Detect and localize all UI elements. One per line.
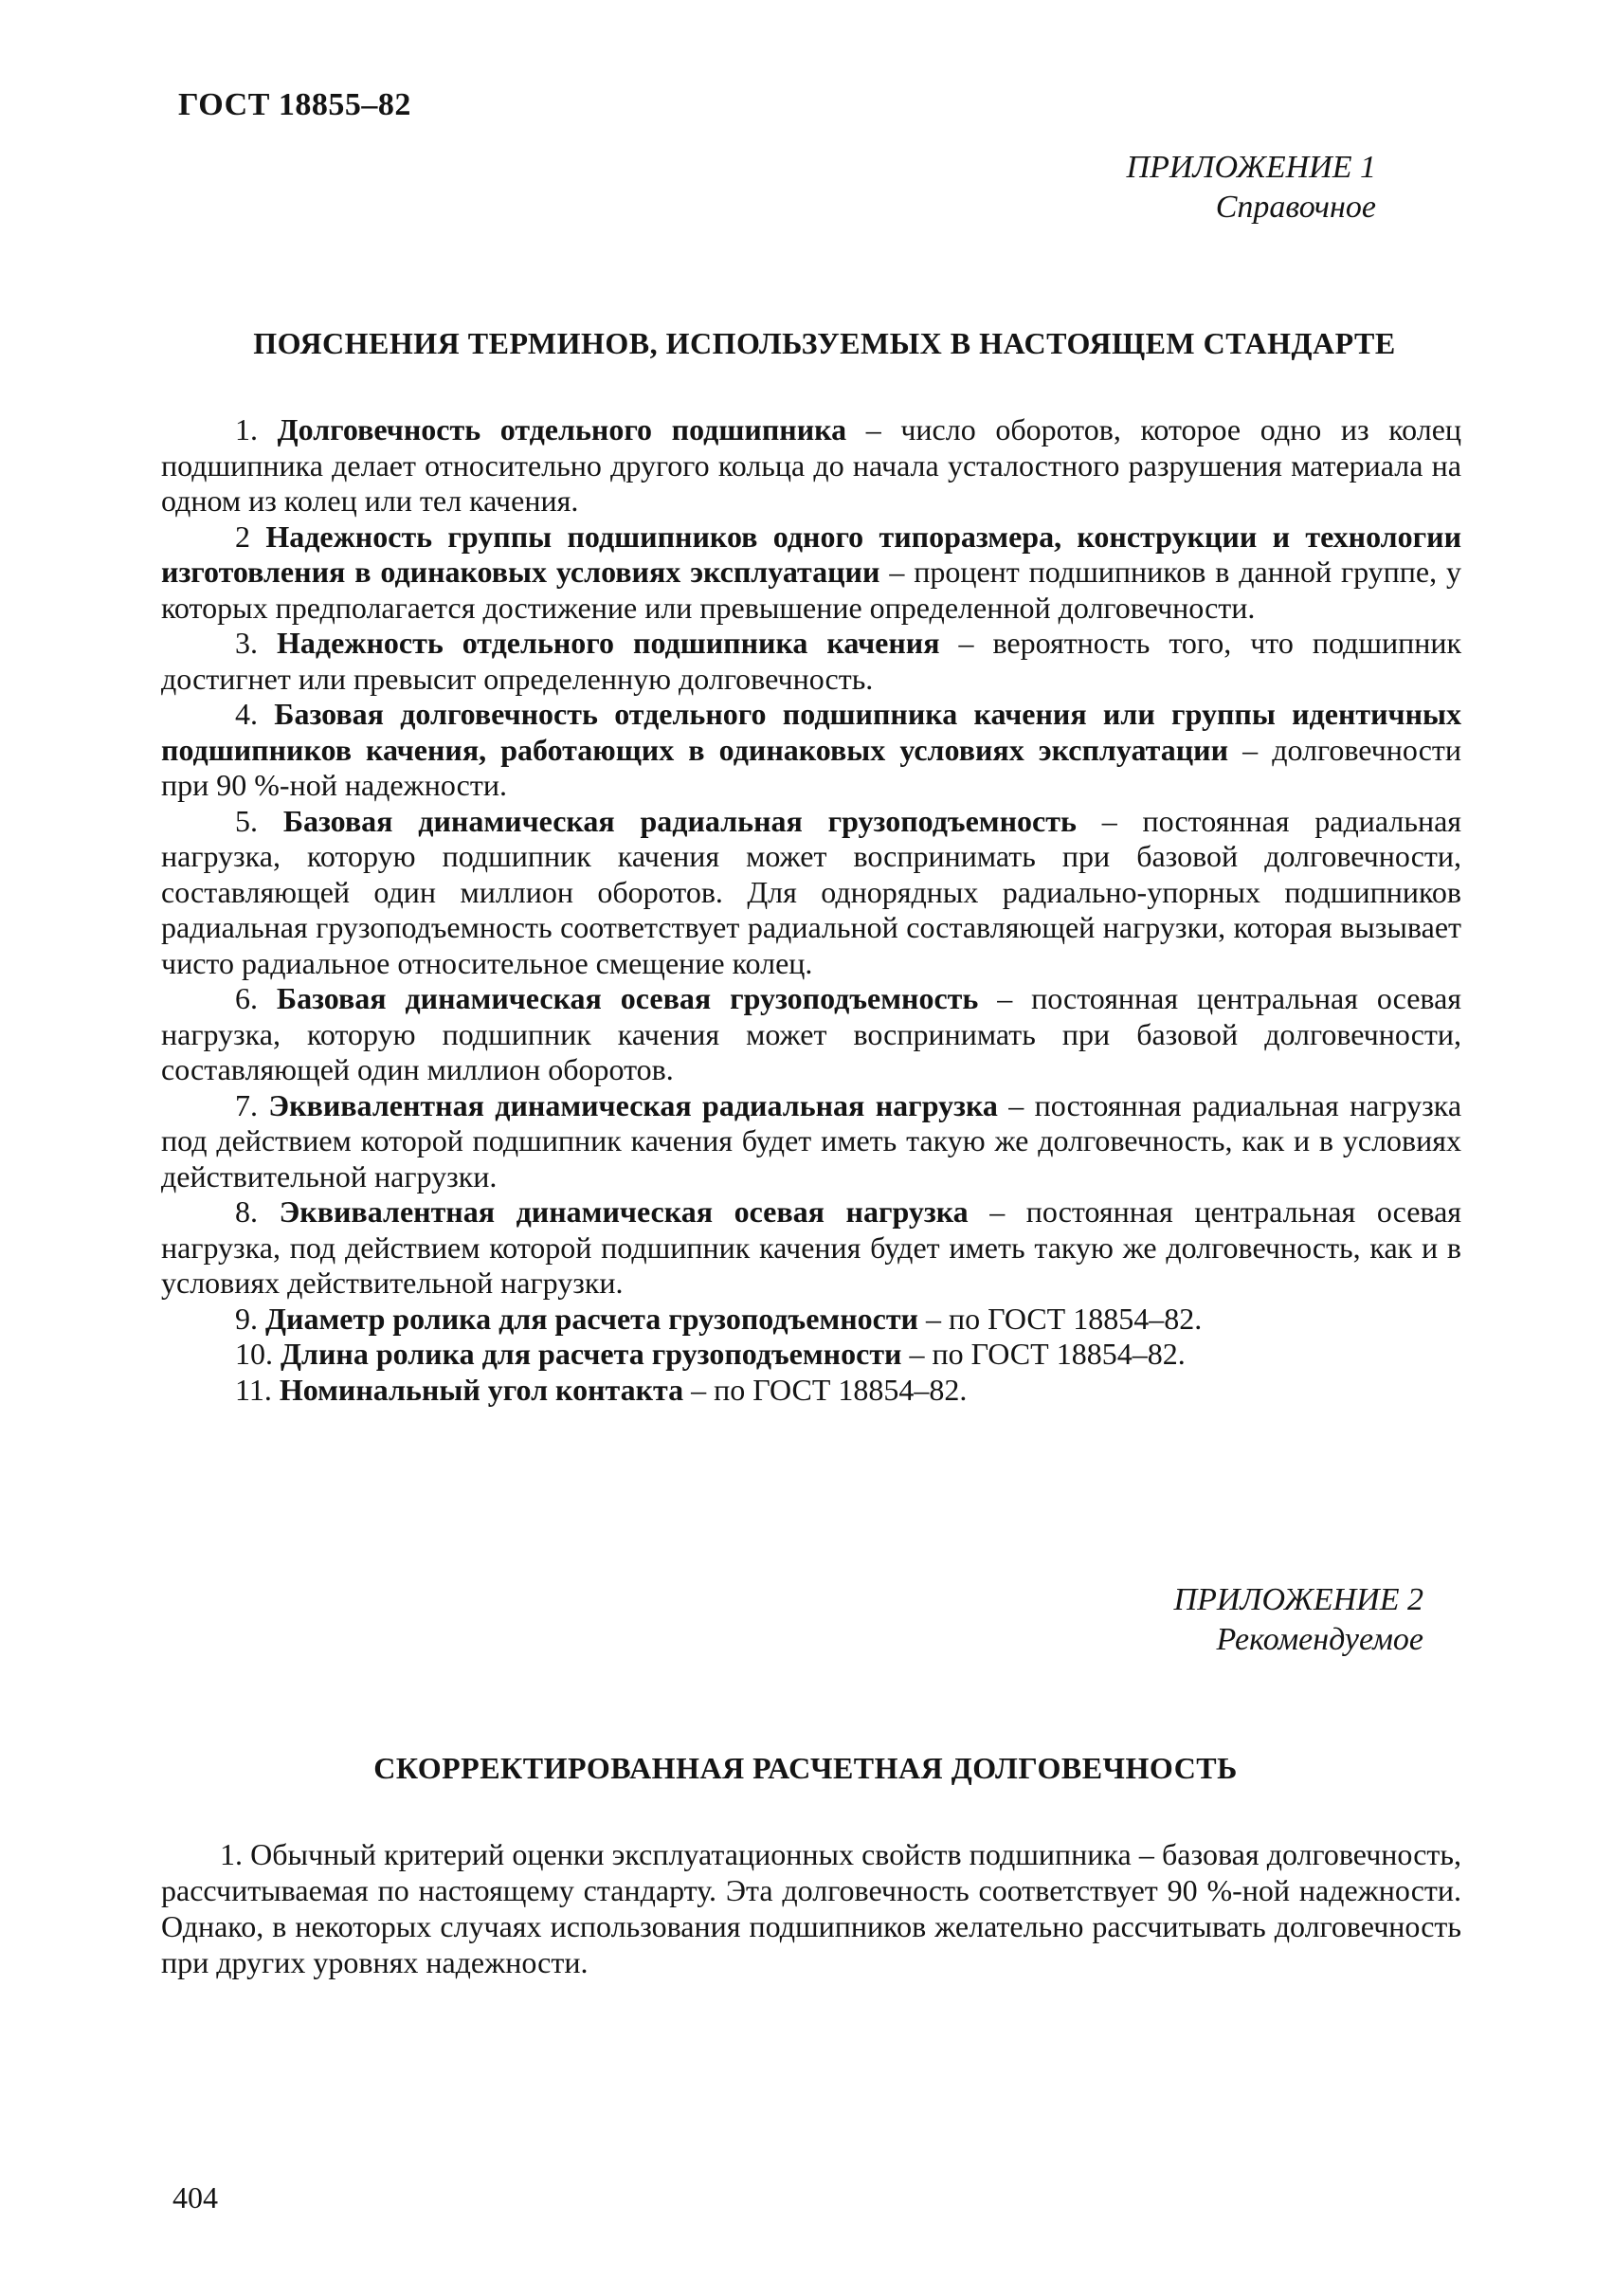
paragraph: 1. Обычный критерий оценки эксплуатационных свойств подшипника – базовая долговечность, рассчитываемая по настоящему стандарту. Эта долговечность соответствует 90 %-ной надежности. Однако, в некоторых случаях использования подшипников желательно рассчитывать долговечность при других уровнях надежности. — [161, 1837, 1461, 1979]
term-definition: – вероятность того, что подшипник достигнет или превысит определенную долговечность. — [161, 626, 1462, 696]
term-item — [161, 697, 1461, 804]
term-item — [161, 804, 1461, 982]
term-name: Надежность группы подшипников одного типоразмера, конструкции и технологии изготовления в одинаковых условиях эксплуатации — [161, 519, 1462, 589]
appendix-2-body — [161, 1836, 1461, 1980]
term-name: Базовая динамическая радиальная грузоподъемность — [282, 803, 1077, 838]
term-definition: – процент подшипников в данной группе, у которых предполагается достижение или превышение определенной долговечности. — [161, 555, 1461, 625]
term-definition: – долговечности при 90 %-ной надежности. — [161, 732, 1462, 802]
term-definition: – по ГОСТ 18854–82. — [683, 1372, 968, 1407]
term-number: 7. — [235, 1087, 258, 1122]
term-number: 6. — [235, 981, 258, 1015]
term-definition: – по ГОСТ 18854–82. — [901, 1337, 1186, 1371]
term-item — [161, 519, 1461, 627]
appendix-2-number: ПРИЛОЖЕНИЕ 2 — [1173, 1582, 1423, 1617]
term-definition: – постоянная центральная осевая нагрузка, под действием которой подшипник качения будет иметь такую же долговечность, как и в условиях действительной нагрузки. — [161, 1194, 1462, 1300]
appendix-2-label — [1174, 1580, 1423, 1660]
term-number: 9. — [235, 1301, 258, 1336]
term-number: 2 — [235, 519, 250, 554]
term-name: Длина ролика для расчета грузоподъемности — [281, 1337, 902, 1371]
appendix-1-label — [1127, 148, 1376, 228]
term-item — [161, 1194, 1461, 1302]
term-number: 3. — [235, 626, 258, 660]
appendix-1-status: Справочное — [1215, 190, 1376, 225]
term-number: 11. — [235, 1372, 272, 1407]
term-name: Эквивалентная динамическая осевая нагрузка — [279, 1194, 969, 1229]
term-definition: – постоянная радиальная нагрузка, которую подшипник качения может воспринимать при базовой долговечности, составляющей один миллион оборотов. Для однорядных радиально-упорных подшипников радиальная грузоподъемность соответствует радиальной составляющей нагрузки, которая вызывает чисто радиальное относительное смещение колец. — [161, 803, 1462, 980]
term-name: Базовая динамическая осевая грузоподъемность — [276, 981, 979, 1015]
term-name: Номинальный угол контакта — [279, 1372, 684, 1407]
term-item — [161, 981, 1461, 1088]
appendix-2-title: СКОРРЕКТИРОВАННАЯ РАСЧЕТНАЯ ДОЛГОВЕЧНОСТЬ — [373, 1751, 1238, 1785]
term-definition: – число оборотов, которое одно из колец подшипника делает относительно другого кольца до начала усталостного разрушения материала на одном из колец или тел качения. — [161, 412, 1462, 518]
term-item — [161, 412, 1461, 519]
term-item — [161, 1337, 1461, 1373]
term-definition: – постоянная радиальная нагрузка под действием которой подшипник качения будет иметь такую же долговечность, как и в условиях действительной нагрузки. — [161, 1087, 1462, 1194]
term-number: 4. — [235, 697, 258, 731]
term-item — [161, 1302, 1461, 1338]
term-number: 5. — [235, 803, 258, 838]
term-definition: – по ГОСТ 18854–82. — [917, 1301, 1203, 1336]
appendix-1-number: ПРИЛОЖЕНИЕ 1 — [1126, 150, 1376, 185]
appendix-1-title: ПОЯСНЕНИЯ ТЕРМИНОВ, ИСПОЛЬЗУЕМЫХ В НАСТОЯЩЕМ СТАНДАРТЕ — [253, 326, 1396, 360]
page-number: 404 — [172, 2180, 218, 2214]
term-number: 8. — [235, 1194, 258, 1229]
term-definition: – постоянная центральная осевая нагрузка, которую подшипник качения может воспринимать при базовой долговечности, составляющей один миллион оборотов. — [161, 981, 1462, 1086]
term-name: Эквивалентная динамическая радиальная нагрузка — [268, 1087, 998, 1122]
term-item — [161, 626, 1461, 697]
term-name: Диаметр ролика для расчета грузоподъемности — [265, 1301, 918, 1336]
term-name: Долговечность отдельного подшипника — [277, 412, 847, 446]
term-name: Надежность отдельного подшипника качения — [276, 626, 940, 660]
term-number: 1. — [235, 412, 258, 446]
terms-list — [161, 412, 1461, 1408]
term-number: 10. — [235, 1337, 273, 1371]
appendix-2-status: Рекомендуемое — [1216, 1622, 1423, 1657]
standard-code: ГОСТ 18855–82 — [178, 87, 411, 122]
term-name: Базовая долговечность отдельного подшипника качения или группы идентичных подшипников качения, работающих в одинаковых условиях эксплуатации — [161, 697, 1461, 767]
term-item — [161, 1373, 1461, 1409]
term-item — [161, 1088, 1461, 1195]
